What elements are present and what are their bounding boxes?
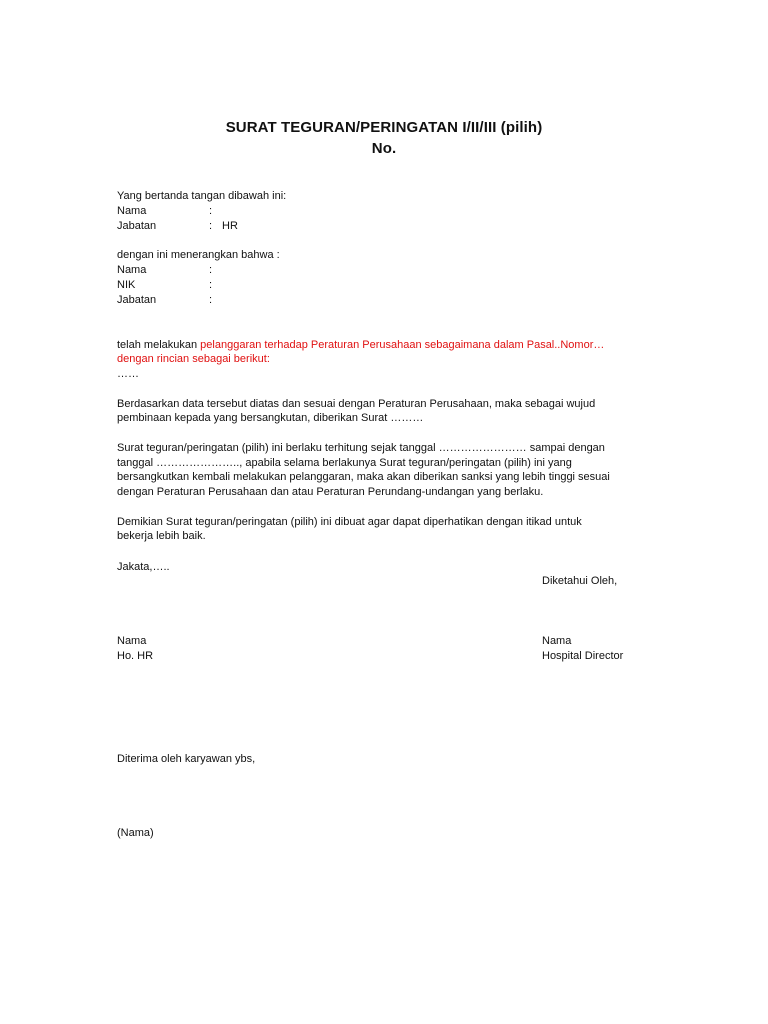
signature-right-name: Nama — [542, 635, 572, 647]
basis-paragraph-line-2: pembinaan kepada yang bersangkutan, diberikan Surat ……… — [117, 412, 424, 424]
letter-title: SURAT TEGURAN/PERINGATAN I/II/III (pilih) — [225, 119, 543, 136]
violation-detail: …… — [117, 368, 139, 380]
violation-highlight-1: pelanggaran terhadap Peraturan Perusahaan sebagaimana dalam Pasal..Nomor… — [200, 339, 605, 351]
acknowledged-by: Diketahui Oleh, — [542, 575, 618, 587]
signer-position-colon: : — [209, 220, 213, 232]
received-by: Diterima oleh karyawan ybs, — [117, 753, 256, 765]
signer-position-label: Jabatan — [117, 220, 157, 232]
signer-intro: Yang bertanda tangan dibawah ini: — [117, 190, 287, 202]
place-date: Jakata,….. — [117, 561, 170, 573]
signer-name-label: Nama — [117, 205, 147, 217]
recipient-nik-label: NIK — [117, 279, 136, 291]
basis-paragraph-line-1: Berdasarkan data tersebut diatas dan sesuai dengan Peraturan Perusahaan, maka sebagai wujud — [117, 398, 596, 410]
signature-left-role: Ho. HR — [117, 650, 154, 662]
recipient-intro: dengan ini menerangkan bahwa : — [117, 249, 280, 261]
validity-paragraph-line-4: dengan Peraturan Perusahaan dan atau Peraturan Perundang-undangan yang berlaku. — [117, 486, 544, 498]
letter-number: No. — [371, 140, 397, 157]
validity-paragraph-line-1: Surat teguran/peringatan (pilih) ini berlaku terhitung sejak tanggal …………………… sampai dengan — [117, 442, 605, 454]
recipient-name-label: Nama — [117, 264, 147, 276]
violation-highlight-2: dengan rincian sebagai berikut: — [117, 353, 270, 365]
signer-position-value: HR — [222, 220, 238, 232]
recipient-position-label: Jabatan — [117, 294, 157, 306]
signature-right-role: Hospital Director — [542, 650, 624, 662]
closing-paragraph-line-2: bekerja lebih baik. — [117, 530, 206, 542]
validity-paragraph-line-3: bersangkutkan kembali melakukan pelanggaran, maka akan diberikan sanksi yang lebih tinggi sesuai — [117, 471, 610, 483]
recipient-nik-colon: : — [209, 279, 213, 291]
violation-prefix: telah melakukan — [117, 339, 201, 351]
signature-left-name: Nama — [117, 635, 147, 647]
closing-paragraph-line-1: Demikian Surat teguran/peringatan (pilih) ini dibuat agar dapat diperhatikan dengan itikad untuk — [117, 516, 582, 528]
signer-name-colon: : — [209, 205, 213, 217]
validity-paragraph-line-2: tanggal ………………….., apabila selama berlakunya Surat teguran/peringatan (pilih) ini yang — [117, 457, 572, 469]
employee-name: (Nama) — [117, 827, 154, 839]
recipient-position-colon: : — [209, 294, 213, 306]
violation-line — [117, 338, 604, 352]
recipient-name-colon: : — [209, 264, 213, 276]
